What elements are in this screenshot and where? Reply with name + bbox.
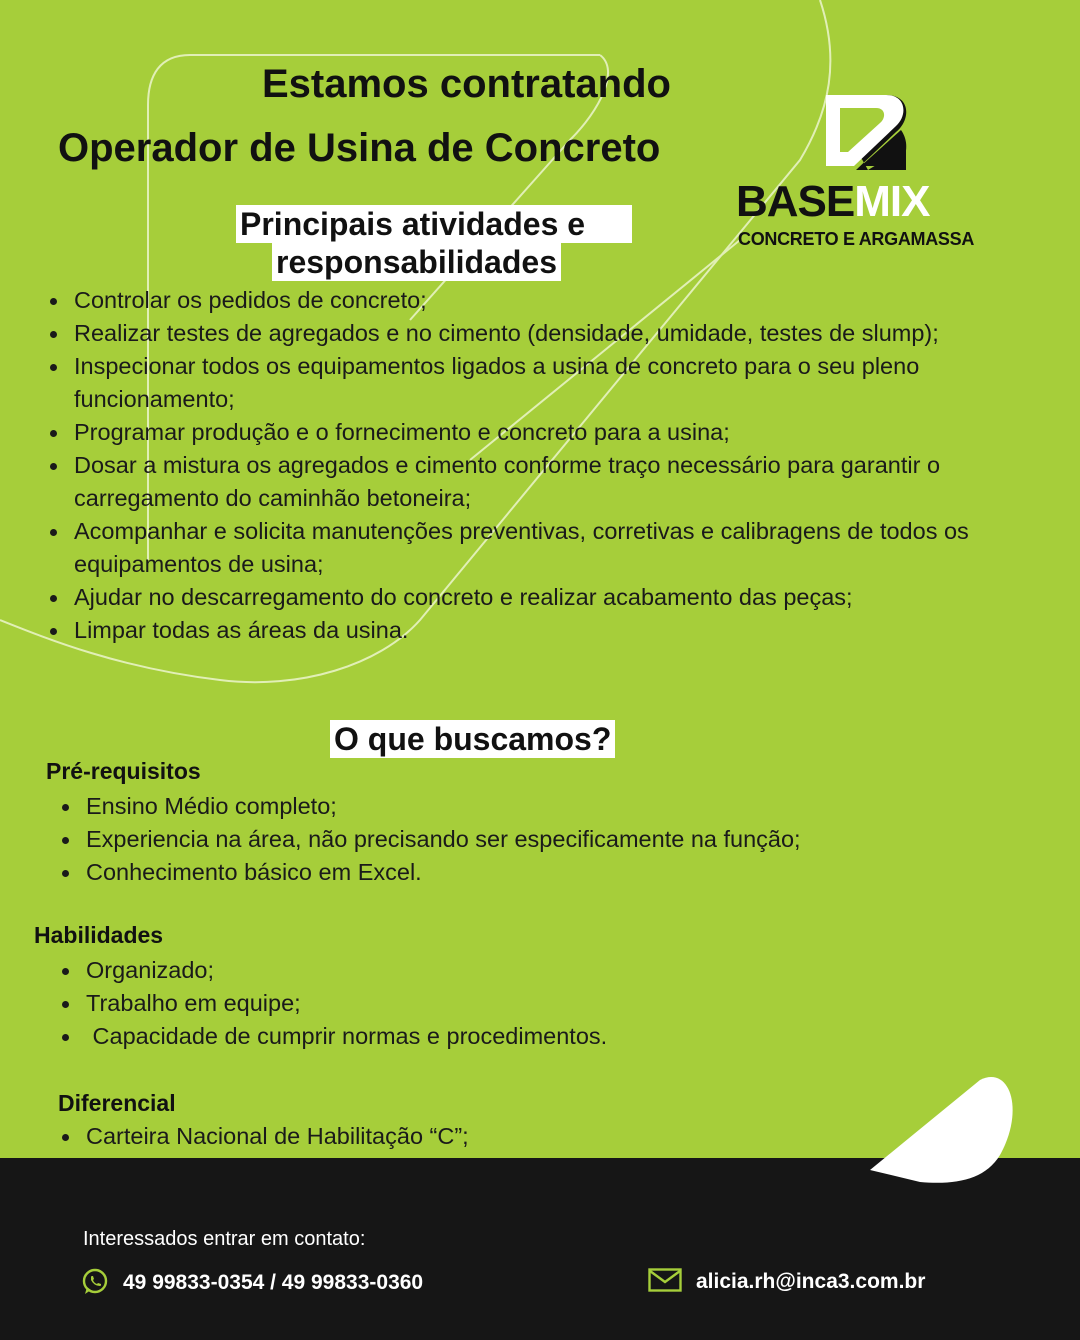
list-item: Inspecionar todos os equipamentos ligados a usina de concreto para o seu pleno funcionamento; [50, 350, 1060, 416]
activities-heading-line2: responsabilidades [272, 243, 561, 281]
skills-list [62, 954, 1022, 1053]
differential-title: Diferencial [58, 1090, 176, 1116]
hiring-title: Estamos contratando [262, 62, 671, 106]
list-item: Ensino Médio completo; [62, 790, 1022, 823]
contact-phone[interactable]: 49 99833-0354 / 49 99833-0360 [123, 1271, 424, 1294]
basemix-logo-icon [736, 90, 1016, 250]
logo-word-dark: BASE [736, 177, 855, 226]
mail-icon [648, 1268, 682, 1292]
contact-email[interactable]: alicia.rh@inca3.com.br [696, 1270, 926, 1293]
list-item: Organizado; [62, 954, 1022, 987]
list-item: Capacidade de cumprir normas e procedimentos. [62, 1020, 1022, 1053]
list-item: Trabalho em equipe; [62, 987, 1022, 1020]
skills-title: Habilidades [34, 922, 164, 948]
activities-list [50, 284, 1060, 647]
logo-subtitle: CONCRETO E ARGAMASSA [738, 229, 975, 249]
list-item: Carteira Nacional de Habilitação “C”; [62, 1120, 1022, 1153]
logo-wordmark [736, 177, 930, 226]
list-item: Controlar os pedidos de concreto; [50, 284, 1060, 317]
prerequisites-title: Pré-requisitos [46, 758, 201, 784]
list-item: Experiencia na área, não precisando ser especificamente na função; [62, 823, 1022, 856]
list-item: Conhecimento básico em Excel. [62, 856, 1022, 889]
list-item: Programar produção e o fornecimento e concreto para a usina; [50, 416, 1060, 449]
list-item: Dosar a mistura os agregados e cimento conforme traço necessário para garantir o carregamento do caminhão betoneira; [50, 449, 1060, 515]
list-item: Realizar testes de agregados e no cimento (densidade, umidade, testes de slump); [50, 317, 1060, 350]
prerequisites-list [62, 790, 1022, 889]
job-title: Operador de Usina de Concreto [58, 126, 661, 170]
list-item: Acompanhar e solicita manutenções preventivas, corretivas e calibragens de todos os equipamentos de usina; [50, 515, 1060, 581]
whatsapp-icon [81, 1268, 109, 1296]
contact-label: Interessados entrar em contato: [83, 1228, 366, 1250]
list-item: Ajudar no descarregamento do concreto e realizar acabamento das peças; [50, 581, 1060, 614]
activities-heading-line1: Principais atividades e [236, 205, 632, 243]
decorative-wedge-icon [860, 1070, 1020, 1190]
list-item: Limpar todas as áreas da usina. [50, 614, 1060, 647]
logo-word-light: MIX [854, 177, 930, 226]
requirements-heading: O que buscamos? [330, 720, 615, 758]
